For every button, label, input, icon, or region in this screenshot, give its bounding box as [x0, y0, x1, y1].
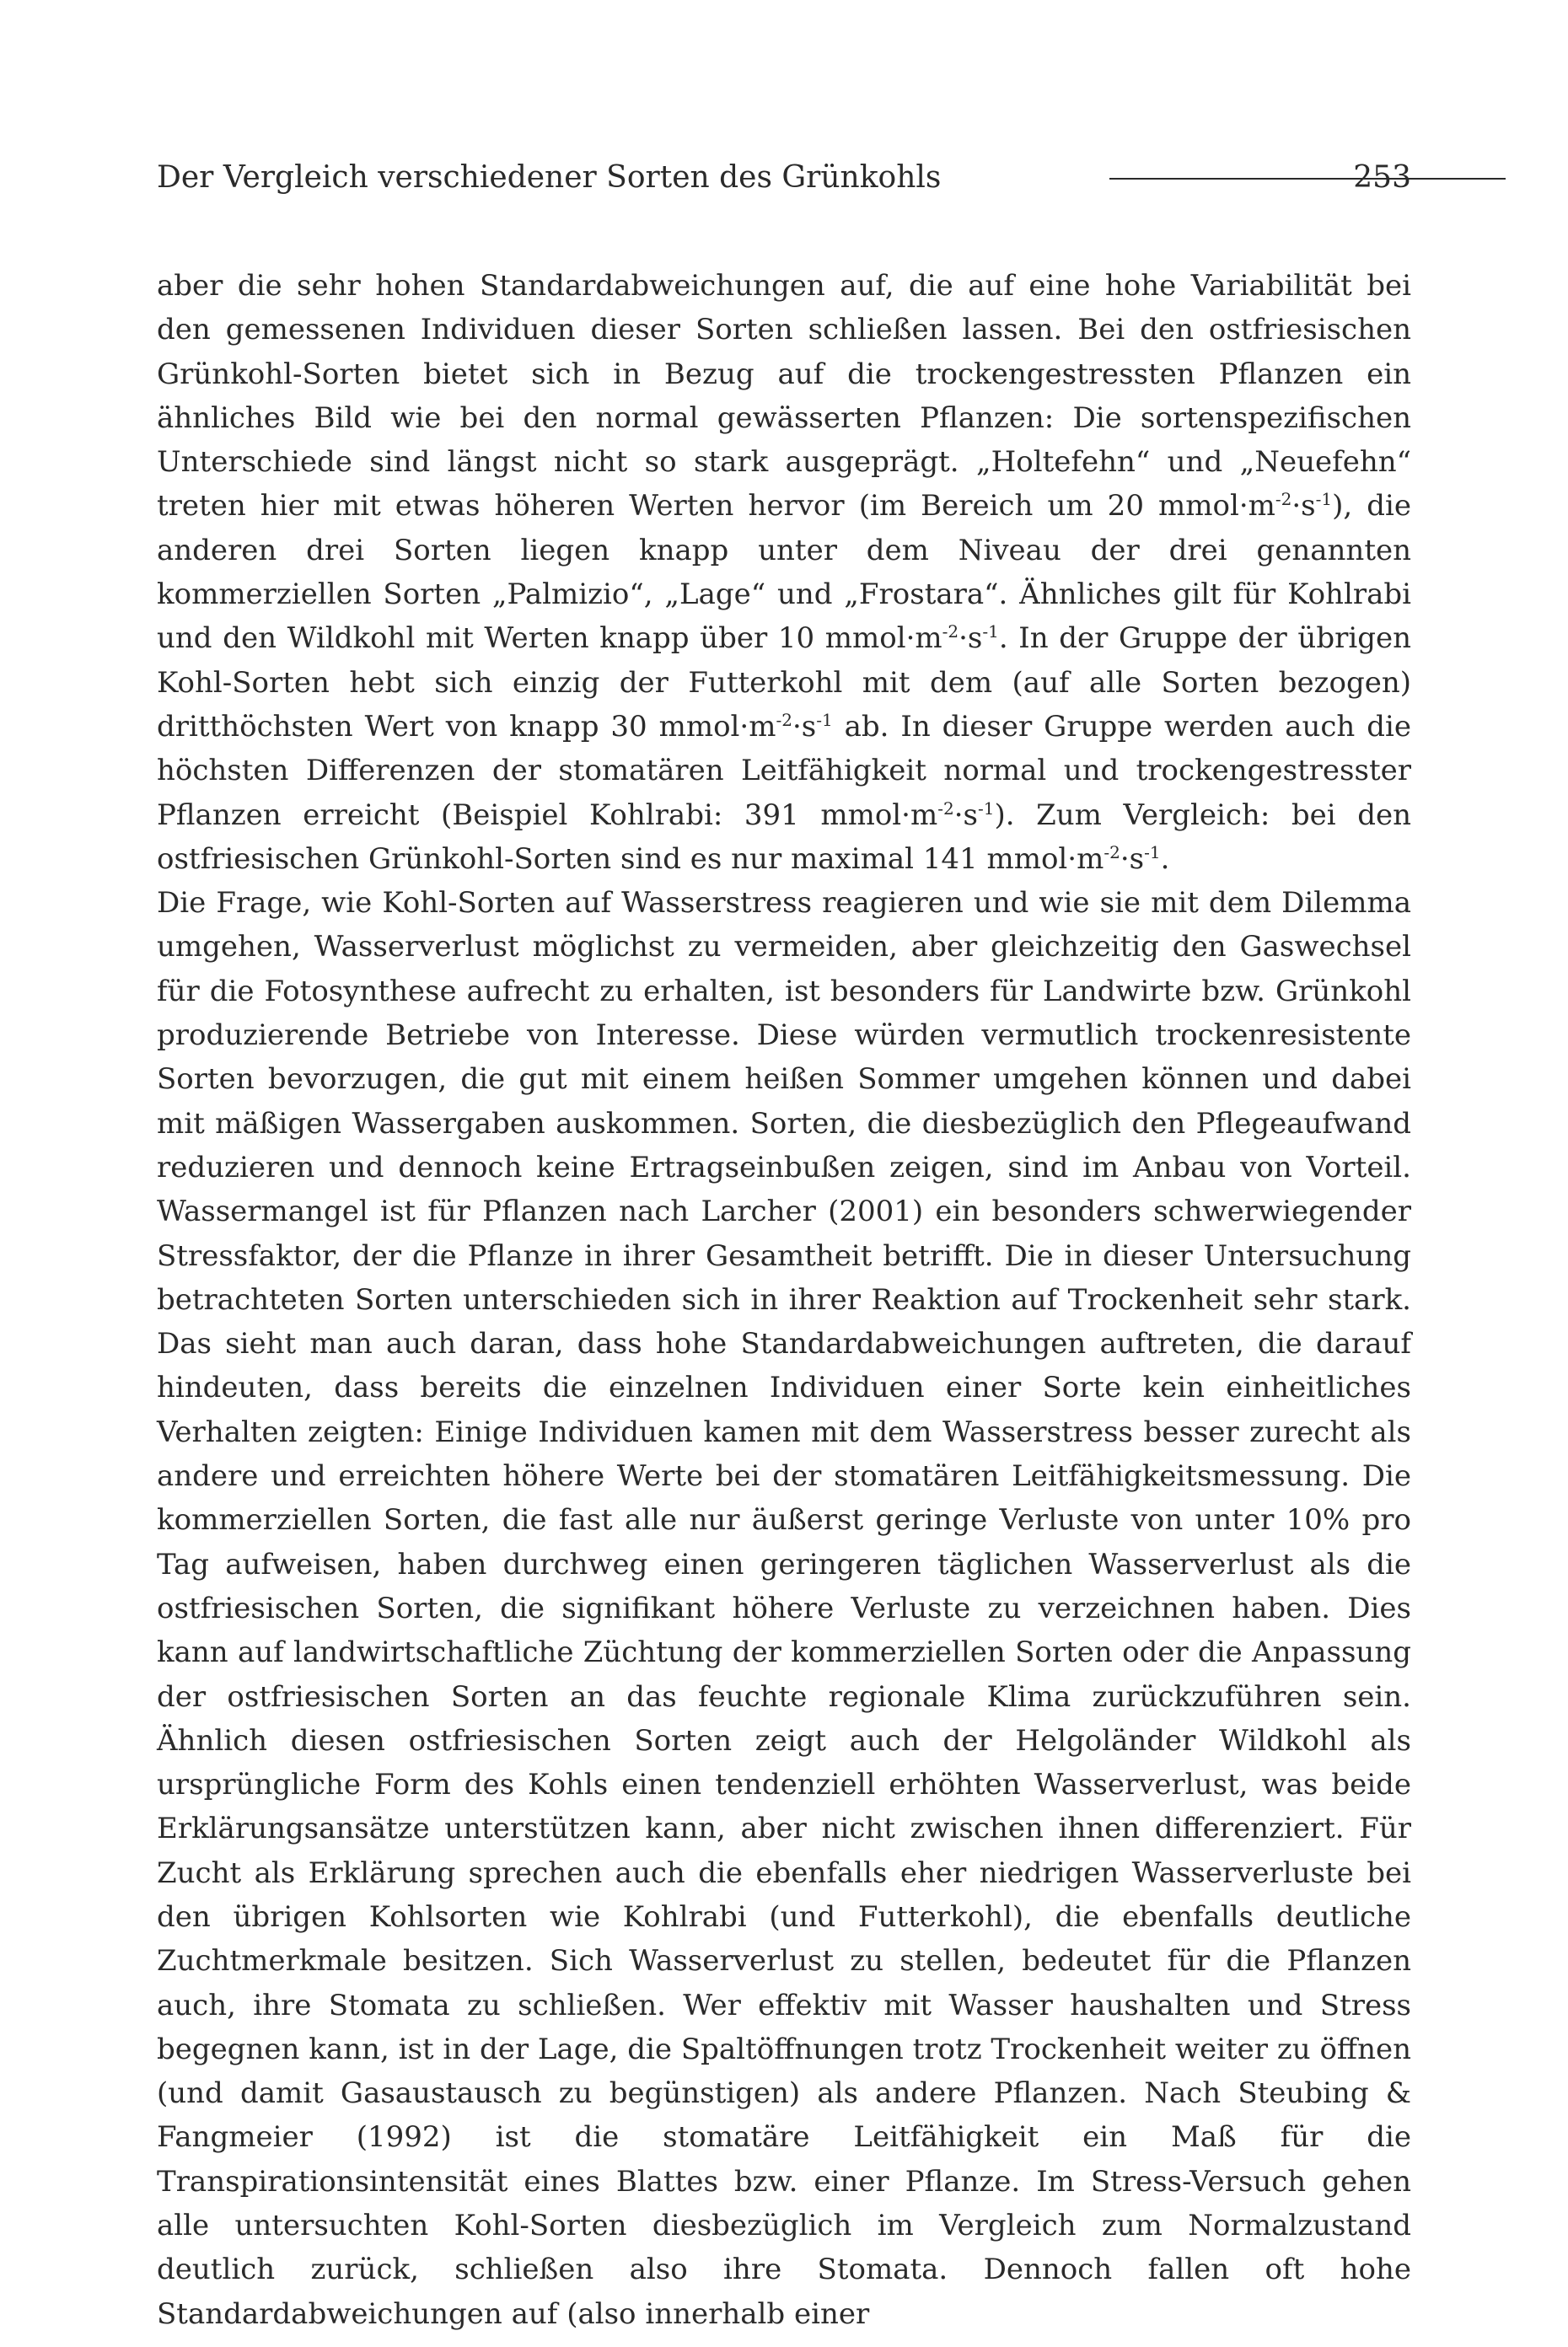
paragraph-1-segment-2: ), die anderen drei Sorten liegen knapp unter dem Niveau der drei genannten kommerziellen Sorten „Palmizio“, „Lage“ und „Frostara“. Ähnliches gilt für Kohlrabi und den Wildkohl mit Werten knapp über 10 [157, 489, 1412, 656]
unit-exponent: -2 [1104, 841, 1120, 862]
unit-mid: ·s [1120, 841, 1145, 876]
header-title: Der Vergleich verschiedener Sorten des Grünkohls [157, 160, 942, 195]
unit-exponent: -2 [1275, 489, 1292, 510]
paragraph-1 [157, 264, 1411, 881]
unit-exponent: -1 [982, 621, 999, 642]
unit-expression [986, 842, 1160, 876]
unit-exponent: -1 [1144, 841, 1161, 862]
unit-mid: ·s [1291, 489, 1316, 524]
running-header [157, 157, 1411, 199]
unit-exponent: -2 [776, 709, 792, 730]
paragraph-1-segment-1: aber die sehr hohen Standardabweichungen auf, die auf eine hohe Variabilität bei den gemessenen Individuen dieser Sorten schließen lassen. Bei den ostfriesischen Grünkohl-Sorten bietet sich in Bezug auf die trockengestressten Pflanzen ein ähnliches Bild wie bei den normal gewässerten Pflanzen: Die sortenspezifischen Unterschiede sind längst nicht so stark ausgeprägt. „Holtefehn“ und „Neuefehn“ treten hier mit etwas höheren Werten hervor (im Bereich um 20 [157, 269, 1411, 524]
unit-mid: ·s [953, 798, 978, 832]
unit-exponent: -1 [1315, 489, 1333, 510]
header-rule [1109, 178, 1506, 180]
unit-base: mmol·m [986, 841, 1104, 876]
unit-exponent: -1 [816, 709, 833, 730]
unit-mid: ·s [959, 621, 983, 656]
paragraph-2: Die Frage, wie Kohl-Sorten auf Wasserstress reagieren und wie sie mit dem Dilemma umgehen, Wasserverlust möglichst zu vermeiden, aber gleichzeitig den Gaswechsel für die Fotosynthese aufrecht zu erhalten, ist besonders für Landwirte bzw. Grünkohl produzierende Betriebe von Interesse. Diese würden vermutlich trockenresistente Sorten bevorzugen, die gut mit einem heißen Sommer umgehen können und dabei mit mäßigen Wassergaben auskommen. Sorten, die diesbezüglich den Pflegeaufwand reduzieren und dennoch keine Ertragseinbußen zeigen, sind im Anbau von Vorteil. Wassermangel ist für Pflanzen nach Larcher (2001) ein besonders schwerwiegender Stressfaktor, der die Pflanze in ihrer Gesamtheit betrifft. Die in dieser Untersuchung betrachteten Sorten unterschieden sich in ihrer Reaktion auf Trockenheit sehr stark. Das sieht man auch daran, dass hohe Standardabweichungen auftreten, die darauf hindeuten, dass bereits die einzelnen Individuen einer Sorte kein einheitliches Verhalten zeigten: Einige Individuen kamen mit dem Wasserstress besser zurecht als andere und erreichten höhere Werte bei der stomatären Leitfähigkeitsmessung. Die kommerziellen Sorten, die fast alle nur äußerst geringe Verluste von unter 10% pro Tag aufweisen, haben durchweg einen geringeren täglichen Wasserverlust als die ostfriesischen Sorten, die signifikant höhere Verluste zu verzeichnen haben. Dies kann auf landwirtschaftliche Züchtung der kommerziellen Sorten oder die Anpassung der ostfriesischen Sorten an das feuchte regionale Klima zurückzuführen sein. Ähnlich diesen ostfriesischen Sorten zeigt auch der Helgoländer Wildkohl als ursprüngliche Form des Kohls einen tendenziell erhöhten Wasserverlust, was beide Erklärungsansätze unterstützen kann, aber nicht zwischen ihnen differenziert. Für Zucht als Erklärung sprechen auch die ebenfalls eher niedrigen Wasserverluste bei den übrigen Kohlsorten wie Kohlrabi (und Futterkohl), die ebenfalls deutliche Zuchtmerkmale besitzen. Sich Wasserverlust zu stellen, bedeutet für die Pflanzen auch, ihre Stomata zu schließen. Wer effektiv mit Wasser haushalten und Stress begegnen kann, ist in der Lage, die Spaltöffnungen trotz Trockenheit weiter zu öffnen (und damit Gasaustausch zu begünstigen) als andere Pflanzen. Nach Steubing & Fangmeier (1992) ist die stomatäre Leitfähigkeit ein Maß für die Transpirationsintensität eines Blattes bzw. einer Pflanze. Im Stress-Versuch gehen alle untersuchten Kohl-Sorten diesbezüglich im Vergleich zum Normalzustand deutlich zurück, schließen also ihre Stomata. Dennoch fallen oft hohe Standardabweichungen auf (also innerhalb einer [157, 886, 1411, 2331]
paragraph-1-segment-5: ). Zum Vergleich: bei den ostfriesischen Grünkohl-Sorten sind es nur maximal 141 [157, 798, 1411, 876]
unit-exponent: -1 [977, 798, 995, 819]
unit-expression [659, 710, 833, 744]
unit-mid: ·s [792, 709, 817, 744]
paragraph-1-segment-4: ab. In dieser Gruppe werden auch die höchsten Differenzen der stomatären Leitfähigkeit normal und trockengestresster Pflanzen erreicht (Beispiel Kohlrabi: 391 [157, 709, 1411, 832]
paragraph-1-segment-3: . In der Gruppe der übrigen Kohl-Sorten hebt sich einzig der Futterkohl mit dem (auf alle Sorten bezogen) dritthöchsten Wert von knapp 30 [157, 621, 1411, 744]
unit-exponent: -2 [942, 621, 959, 642]
unit-expression [1158, 489, 1332, 523]
body-text [157, 264, 1411, 2336]
page-number: 253 [1353, 160, 1411, 195]
unit-expression [825, 621, 999, 655]
paragraph-1-segment-6: . [1160, 841, 1170, 876]
unit-base: mmol·m [824, 621, 942, 656]
unit-expression [820, 798, 994, 832]
unit-base: mmol·m [658, 709, 776, 744]
unit-base: mmol·m [1158, 489, 1275, 524]
unit-exponent: -2 [937, 798, 954, 819]
unit-base: mmol·m [820, 798, 938, 832]
